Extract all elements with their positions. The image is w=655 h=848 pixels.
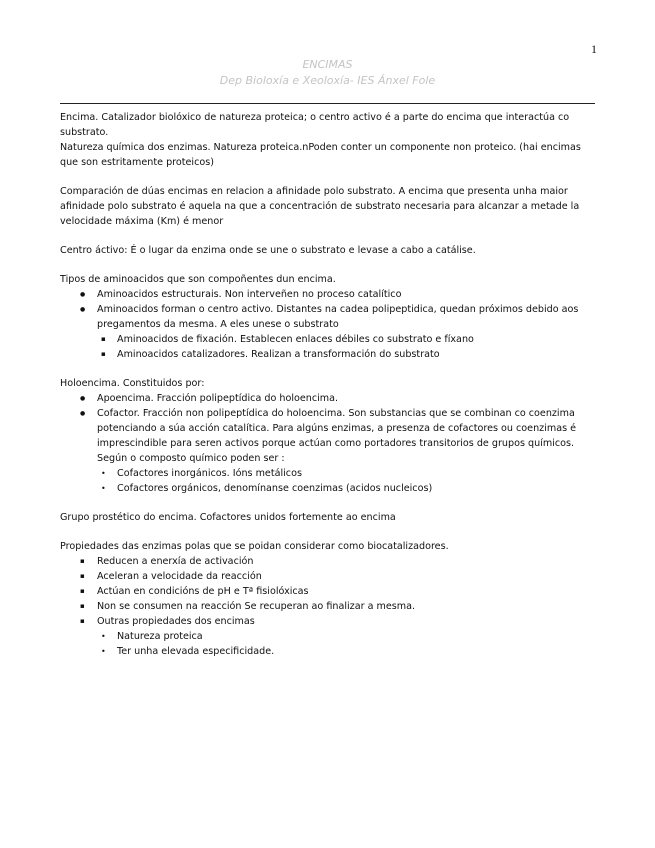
comparison-paragraph: Comparación de dúas encimas en relacion a afinidade polo substrato. A encima que presenta unha maior afinidade polo substrato é aquela na que a concentración de substrato necesaria para alcanzar a metade la velocidade máxima (Km) é menor [60, 186, 580, 227]
header-title: ENCIMAS [302, 58, 353, 71]
list-item: • Cofactores orgánicos, denomínanse coenzimas (acidos nucleicos) [60, 481, 590, 496]
definition-paragraph: Encima. Catalizador biolóxico de natureza proteica; o centro activo é a parte do encima que interactúa co substrato. [60, 112, 570, 138]
properties-heading: Propiedades das enzimas polas que se poidan considerar como biocatalizadores. [60, 541, 449, 552]
aminoacid-list [60, 287, 590, 332]
page-number: 1 [591, 42, 597, 56]
holoenzyme-list [60, 391, 590, 466]
list-item: ▪ Outras propiedades dos encimas [60, 614, 590, 629]
list-item: ▪ Non se consumen na reacción Se recuperan ao finalizar a mesma. [60, 599, 590, 614]
document-body [60, 110, 590, 659]
list-item: ▪ Aminoacidos catalizadores. Realizan a transformación do substrato [60, 347, 590, 362]
cofactor-sublist [60, 466, 590, 496]
list-item: ▪ Actúan en condicións de pH e Tª fisiolóxicas [60, 584, 590, 599]
list-item: • Cofactores inorgánicos. Ións metálicos [60, 466, 590, 481]
properties-sublist [60, 629, 590, 659]
list-item: ▪ Aminoacidos de fixación. Establecen enlaces débiles co substrato e fíxano [60, 332, 590, 347]
list-item: • Natureza proteica [60, 629, 590, 644]
prosthetic-group-paragraph: Grupo prostético do encima. Cofactores unidos fortemente ao encima [60, 512, 396, 523]
list-item: ● Aminoacidos forman o centro activo. Distantes na cadea polipeptidica, quedan próximos debido aos pregamentos da mesma. A eles unese o substrato [60, 302, 590, 332]
list-item: ▪ Reducen a enerxía de activación [60, 554, 590, 569]
list-item: ▪ Aceleran a velocidade da reacción [60, 569, 590, 584]
aminoacid-types-heading: Tipos de aminoacidos que son compoñentes dun encima. [60, 274, 336, 285]
list-item: ● Cofactor. Fracción non polipeptídica do holoencima. Son substancias que se combinan co coenzima potenciando a súa acción catalítica. Para algúns enzimas, a presenza de cofactores ou coenzimas é imprescindible para seren activos porque actúan como portadores transitorios de grupos químicos. Según o composto químico poden ser : [60, 406, 590, 466]
nature-paragraph: Natureza química dos enzimas. Natureza proteica.nPoden conter un componente non proteico. (hai encimas que son estritamente proteicos) [60, 142, 581, 168]
list-item: ● Apoencima. Fracción polipeptídica do holoencima. [60, 391, 590, 406]
header-subtitle: Dep Bioloxía e Xeoloxía- IES Ánxel Fole [219, 74, 436, 87]
active-center-paragraph: Centro áctivo: É o lugar da enzima onde se une o substrato e levase a cabo a catálise. [60, 245, 476, 256]
aminoacid-sublist [60, 332, 590, 362]
header-divider [60, 103, 595, 104]
properties-list [60, 554, 590, 629]
list-item: ● Aminoacidos estructurais. Non interveñen no proceso catalítico [60, 287, 590, 302]
holoenzyme-heading: Holoencima. Constituidos por: [60, 378, 205, 389]
list-item: • Ter unha elevada especificidade. [60, 644, 590, 659]
